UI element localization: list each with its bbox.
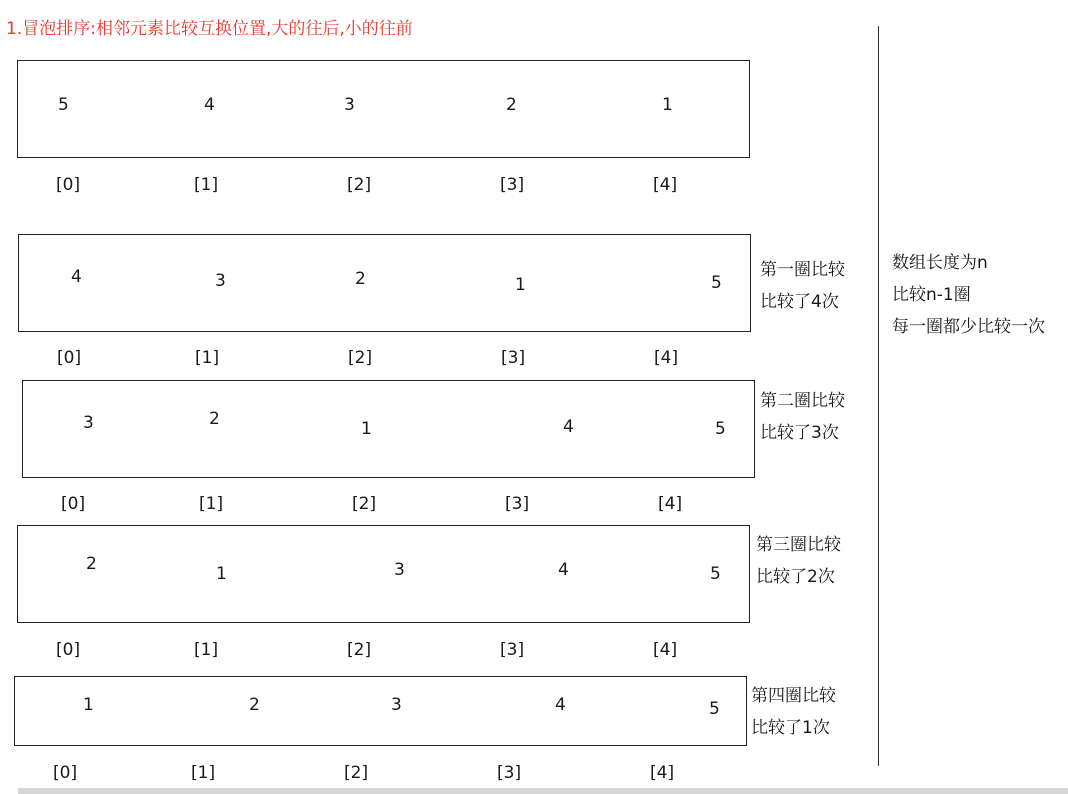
cell-value: 2 <box>506 95 517 115</box>
array-cell <box>146 677 291 745</box>
page-title: 1.冒泡排序:相邻元素比较互换位置,大的往后,小的往前 <box>6 19 413 39</box>
cell-value: 2 <box>355 269 366 289</box>
index-label: [4] <box>654 348 679 368</box>
round-note-line: 比较了1次 <box>751 718 830 738</box>
index-label: [1] <box>194 175 219 195</box>
side-note: 比较n-1圈 <box>892 285 971 305</box>
index-label: [4] <box>653 640 678 660</box>
array-box <box>18 234 751 332</box>
cell-value: 5 <box>709 699 720 719</box>
array-cell <box>597 677 748 745</box>
array-cell <box>154 381 299 477</box>
round-note <box>756 529 841 593</box>
cell-value: 2 <box>249 695 260 715</box>
cell-value: 1 <box>216 564 227 584</box>
array-box <box>17 60 750 158</box>
index-label: [4] <box>653 175 678 195</box>
round-note-line: 比较了3次 <box>760 423 839 443</box>
array-cell <box>294 61 448 157</box>
cell-value: 4 <box>204 95 215 115</box>
round-note-line: 第四圈比较 <box>751 686 836 706</box>
cell-value: 1 <box>361 419 372 439</box>
side-notes <box>892 247 1045 343</box>
index-label: [0] <box>56 175 81 195</box>
array-box <box>14 676 747 746</box>
array-cell <box>299 381 453 477</box>
cell-value: 4 <box>555 695 566 715</box>
round-note <box>751 680 836 744</box>
array-cell <box>453 381 605 477</box>
index-label: [1] <box>194 640 219 660</box>
side-note: 数组长度为n <box>892 253 988 273</box>
cell-value: 2 <box>86 554 97 574</box>
round-note <box>760 385 845 449</box>
index-label: [3] <box>497 763 522 783</box>
cell-value: 4 <box>558 560 569 580</box>
cell-value: 5 <box>710 564 721 584</box>
round-note-line: 比较了2次 <box>756 567 835 587</box>
horizontal-scrollbar[interactable] <box>18 788 1068 794</box>
cell-value: 3 <box>344 95 355 115</box>
divider-line <box>878 26 879 766</box>
array-cell <box>291 677 445 745</box>
index-label: [2] <box>347 640 372 660</box>
index-label: [2] <box>348 348 373 368</box>
cell-value: 4 <box>563 417 574 437</box>
array-cell <box>601 235 752 331</box>
cell-value: 1 <box>662 95 673 115</box>
index-label: [0] <box>57 348 82 368</box>
array-cell <box>295 235 449 331</box>
cell-value: 3 <box>394 560 405 580</box>
index-label: [0] <box>53 763 78 783</box>
array-cell <box>445 677 597 745</box>
array-cell <box>448 526 600 622</box>
index-label: [1] <box>199 494 224 514</box>
cell-value: 1 <box>515 275 526 295</box>
round-note <box>760 254 845 318</box>
array-cell <box>600 526 751 622</box>
index-label: [2] <box>344 763 369 783</box>
cell-value: 5 <box>715 419 726 439</box>
array-cell <box>18 61 149 157</box>
cell-value: 4 <box>71 267 82 287</box>
cell-value: 3 <box>83 413 94 433</box>
array-cell <box>18 526 149 622</box>
array-cell <box>19 235 150 331</box>
index-label: [1] <box>195 348 220 368</box>
index-label: [4] <box>650 763 675 783</box>
array-cell <box>294 526 448 622</box>
index-label: [1] <box>191 763 216 783</box>
side-note: 每一圈都少比较一次 <box>892 317 1045 337</box>
round-note-line: 第一圈比较 <box>760 260 845 280</box>
cell-value: 3 <box>391 695 402 715</box>
round-note-line: 第二圈比较 <box>760 391 845 411</box>
array-box <box>22 380 755 478</box>
cell-value: 2 <box>209 409 220 429</box>
cell-value: 5 <box>58 95 69 115</box>
round-note-line: 比较了4次 <box>760 292 839 312</box>
index-label: [2] <box>347 175 372 195</box>
array-box <box>17 525 750 623</box>
cell-value: 3 <box>215 271 226 291</box>
array-cell <box>149 61 294 157</box>
index-label: [3] <box>500 175 525 195</box>
index-label: [3] <box>501 348 526 368</box>
array-cell <box>15 677 146 745</box>
index-label: [0] <box>56 640 81 660</box>
array-cell <box>601 61 751 157</box>
index-label: [2] <box>352 494 377 514</box>
index-label: [3] <box>505 494 530 514</box>
round-note-line: 第三圈比较 <box>756 535 841 555</box>
array-cell <box>605 381 756 477</box>
index-label: [4] <box>658 494 683 514</box>
array-cell <box>448 61 601 157</box>
cell-value: 5 <box>711 273 722 293</box>
index-label: [3] <box>500 640 525 660</box>
index-label: [0] <box>61 494 86 514</box>
cell-value: 1 <box>83 695 94 715</box>
